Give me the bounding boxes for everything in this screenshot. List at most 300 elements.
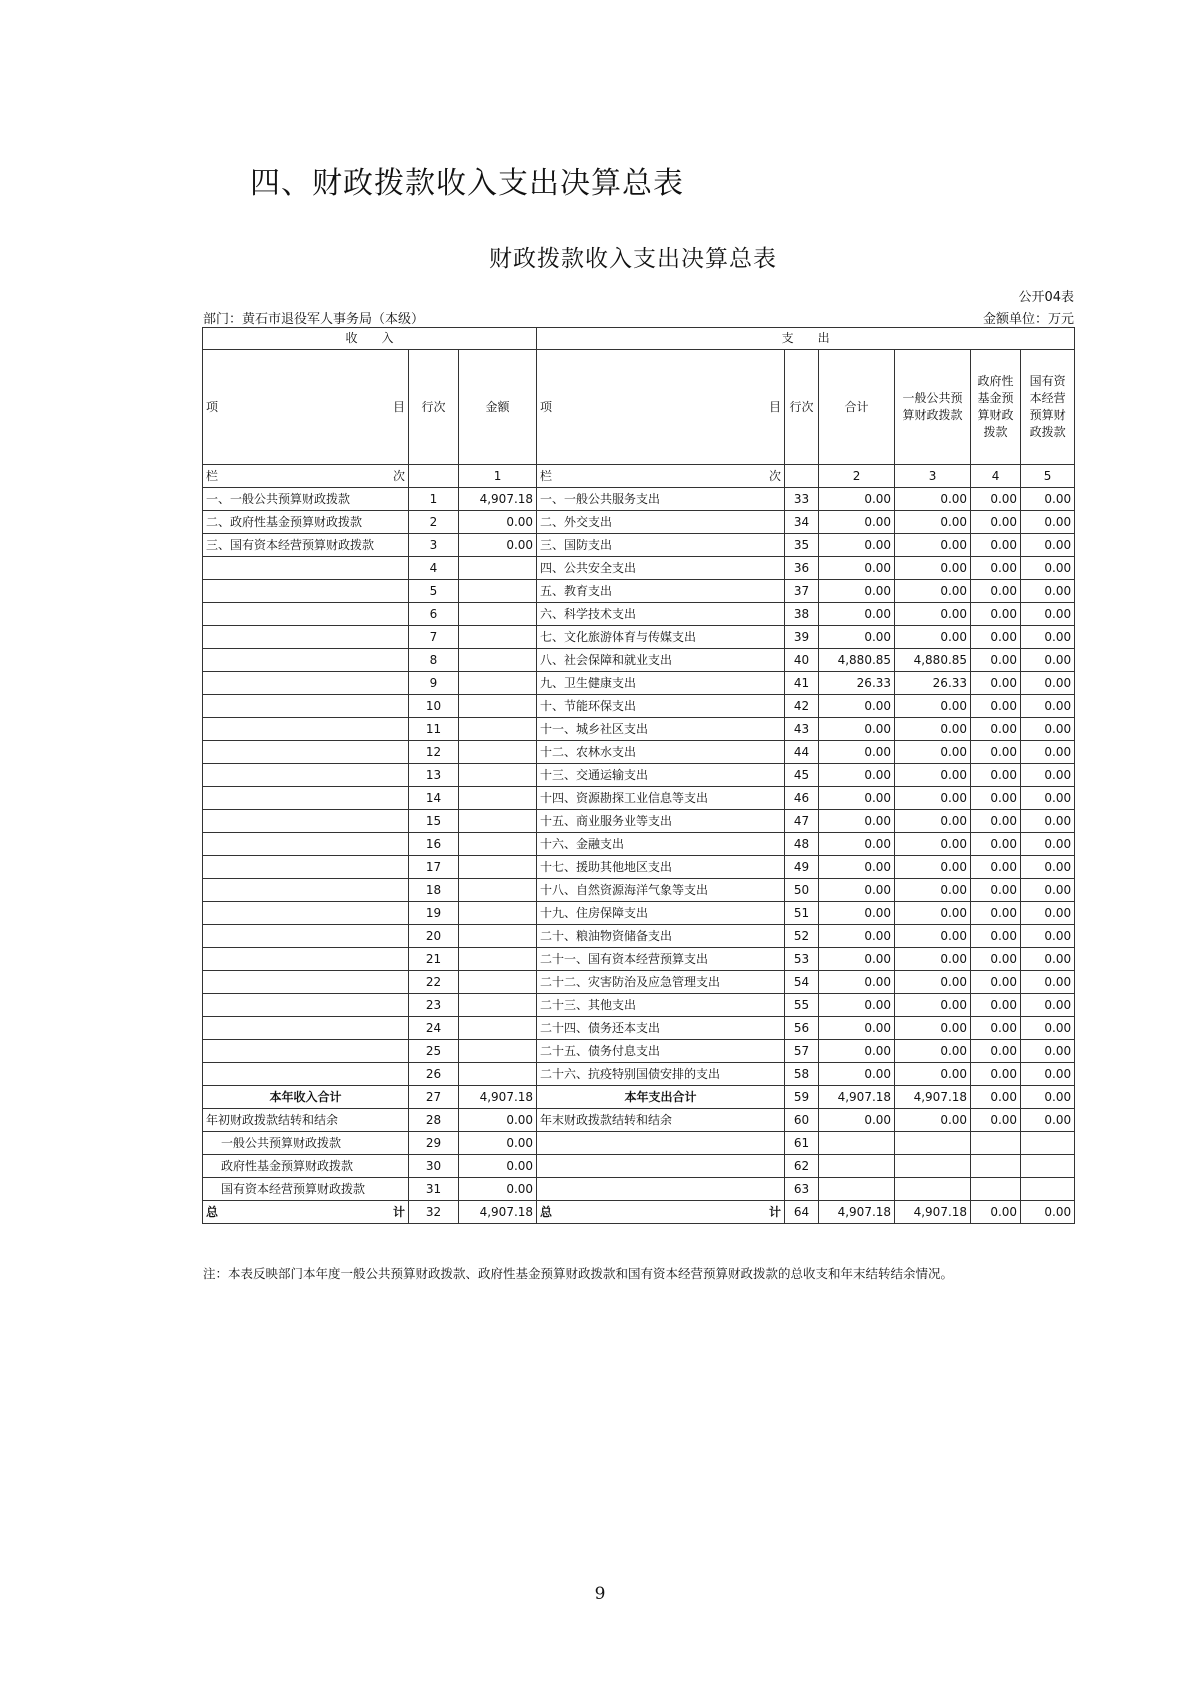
- amount-cell: 0.00: [971, 695, 1021, 718]
- line-number: 18: [409, 879, 459, 902]
- line-number: 2: [409, 511, 459, 534]
- expense-item: 四、公共安全支出: [537, 557, 785, 580]
- line-number: 6: [409, 603, 459, 626]
- table-row: [203, 810, 1075, 833]
- table-row: [203, 971, 1075, 994]
- column-label-cell: 栏 次: [203, 465, 409, 488]
- table-note: 注：本表反映部门本年度一般公共预算财政拨款、政府性基金预算财政拨款和国有资本经营预算财政拨款的总收支和年末结转结余情况。: [203, 1266, 954, 1281]
- empty-cell: [409, 465, 459, 488]
- expense-item: 二十一、国有资本经营预算支出: [537, 948, 785, 971]
- amount-cell: [459, 833, 537, 856]
- amount-cell: 0.00: [971, 718, 1021, 741]
- line-number: 60: [785, 1109, 819, 1132]
- sub-item-label: 国有资本经营预算财政拨款: [203, 1178, 409, 1201]
- line-number: 7: [409, 626, 459, 649]
- expense-item: 十三、交通运输支出: [537, 764, 785, 787]
- amount-cell: [459, 557, 537, 580]
- line-number: 26: [409, 1063, 459, 1086]
- amount-cell: [459, 741, 537, 764]
- amount-cell: 0.00: [459, 1155, 537, 1178]
- table-row: [203, 649, 1075, 672]
- amount-cell: 0.00: [895, 603, 971, 626]
- unit-label: 金额单位：万元: [982, 312, 1074, 327]
- line-number: 47: [785, 810, 819, 833]
- amount-cell: 0.00: [1021, 902, 1075, 925]
- line-number: 61: [785, 1132, 819, 1155]
- table-row: [203, 488, 1075, 511]
- amount-cell: 0.00: [895, 787, 971, 810]
- expense-item: 八、社会保障和就业支出: [537, 649, 785, 672]
- empty-cell: [971, 1132, 1021, 1155]
- empty-cell: [1021, 1155, 1075, 1178]
- line-number: 42: [785, 695, 819, 718]
- amount-cell: 0.00: [819, 810, 895, 833]
- expense-item: 二十五、债务付息支出: [537, 1040, 785, 1063]
- amount-cell: 0.00: [971, 1201, 1021, 1224]
- line-number: 20: [409, 925, 459, 948]
- amount-cell: 0.00: [1021, 557, 1075, 580]
- amount-cell: 0.00: [971, 741, 1021, 764]
- amount-cell: 0.00: [971, 580, 1021, 603]
- income-item: 二、政府性基金预算财政拨款: [203, 511, 409, 534]
- amount-cell: 0.00: [819, 1109, 895, 1132]
- line-number: 16: [409, 833, 459, 856]
- line-number: 10: [409, 695, 459, 718]
- empty-cell: [785, 465, 819, 488]
- section-header-row: [203, 328, 1075, 350]
- carryover-sub-row: [203, 1132, 1075, 1155]
- expense-item: 二十、粮油物资储备支出: [537, 925, 785, 948]
- amount-cell: 0.00: [895, 994, 971, 1017]
- end-carryover-label: 年末财政拨款结转和结余: [537, 1109, 785, 1132]
- amount-cell: [459, 672, 537, 695]
- amount-cell: 0.00: [971, 1063, 1021, 1086]
- amount-cell: 0.00: [895, 718, 971, 741]
- line-number: 30: [409, 1155, 459, 1178]
- begin-carryover-label: 年初财政拨款结转和结余: [203, 1109, 409, 1132]
- income-item: [203, 741, 409, 764]
- expense-item: 二十六、抗疫特别国债安排的支出: [537, 1063, 785, 1086]
- line-number: 49: [785, 856, 819, 879]
- income-amount-header: 金额: [459, 350, 537, 465]
- amount-cell: [459, 1063, 537, 1086]
- line-number: 37: [785, 580, 819, 603]
- income-item-header: 项 目: [203, 350, 409, 465]
- amount-cell: 0.00: [895, 741, 971, 764]
- expense-item: 五、教育支出: [537, 580, 785, 603]
- expense-item: 十四、资源勘探工业信息等支出: [537, 787, 785, 810]
- expense-item: 一、一般公共服务支出: [537, 488, 785, 511]
- amount-cell: 0.00: [895, 902, 971, 925]
- budget-table: [202, 327, 1075, 1224]
- amount-cell: 0.00: [895, 1040, 971, 1063]
- table-row: [203, 603, 1075, 626]
- line-number: 54: [785, 971, 819, 994]
- line-number: 57: [785, 1040, 819, 1063]
- expense-item: 二十四、债务还本支出: [537, 1017, 785, 1040]
- amount-cell: 0.00: [971, 1109, 1021, 1132]
- empty-cell: [971, 1155, 1021, 1178]
- income-item: [203, 833, 409, 856]
- amount-cell: 0.00: [971, 1017, 1021, 1040]
- expense-item: 十六、金融支出: [537, 833, 785, 856]
- line-number: 51: [785, 902, 819, 925]
- grand-total-row: [203, 1201, 1075, 1224]
- expense-item: 十二、农林水支出: [537, 741, 785, 764]
- amount-cell: 4,907.18: [459, 1201, 537, 1224]
- amount-cell: 0.00: [819, 626, 895, 649]
- carryover-sub-row: [203, 1178, 1075, 1201]
- line-number: 9: [409, 672, 459, 695]
- line-number: 48: [785, 833, 819, 856]
- amount-cell: 0.00: [1021, 994, 1075, 1017]
- line-number: 8: [409, 649, 459, 672]
- state-capital-header: 国有资本经营预算财政拨款: [1021, 350, 1075, 465]
- line-number: 13: [409, 764, 459, 787]
- amount-cell: 0.00: [1021, 580, 1075, 603]
- line-number: 29: [409, 1132, 459, 1155]
- amount-cell: 0.00: [819, 1040, 895, 1063]
- income-item: 一、一般公共预算财政拨款: [203, 488, 409, 511]
- amount-cell: 0.00: [459, 534, 537, 557]
- line-number: 32: [409, 1201, 459, 1224]
- page-heading: 四、财政拨款收入支出决算总表: [250, 166, 684, 201]
- expense-item: 十八、自然资源海洋气象等支出: [537, 879, 785, 902]
- amount-cell: 0.00: [971, 511, 1021, 534]
- amount-cell: 0.00: [971, 856, 1021, 879]
- amount-cell: 26.33: [819, 672, 895, 695]
- amount-cell: 0.00: [1021, 649, 1075, 672]
- line-number: 44: [785, 741, 819, 764]
- line-number: 43: [785, 718, 819, 741]
- line-number: 15: [409, 810, 459, 833]
- amount-cell: 0.00: [895, 488, 971, 511]
- table-row: [203, 580, 1075, 603]
- amount-cell: 0.00: [971, 603, 1021, 626]
- table-row: [203, 994, 1075, 1017]
- amount-cell: 0.00: [895, 833, 971, 856]
- amount-cell: 0.00: [895, 810, 971, 833]
- amount-cell: 0.00: [819, 1017, 895, 1040]
- carryover-sub-row: [203, 1155, 1075, 1178]
- income-item: 三、国有资本经营预算财政拨款: [203, 534, 409, 557]
- income-item: [203, 1017, 409, 1040]
- line-number: 3: [409, 534, 459, 557]
- income-item: [203, 557, 409, 580]
- table-row: [203, 741, 1075, 764]
- table-row: [203, 1040, 1075, 1063]
- line-number: 21: [409, 948, 459, 971]
- amount-cell: [459, 925, 537, 948]
- empty-cell: [537, 1132, 785, 1155]
- amount-cell: 4,907.18: [459, 1086, 537, 1109]
- line-number: 25: [409, 1040, 459, 1063]
- amount-cell: 0.00: [895, 534, 971, 557]
- line-number: 52: [785, 925, 819, 948]
- income-item: [203, 672, 409, 695]
- amount-cell: [459, 948, 537, 971]
- empty-cell: [819, 1155, 895, 1178]
- line-number: 17: [409, 856, 459, 879]
- amount-cell: 0.00: [819, 787, 895, 810]
- line-number: 62: [785, 1155, 819, 1178]
- line-number: 58: [785, 1063, 819, 1086]
- amount-cell: 4,907.18: [819, 1086, 895, 1109]
- amount-cell: 0.00: [819, 511, 895, 534]
- line-number: 53: [785, 948, 819, 971]
- income-item: [203, 994, 409, 1017]
- sub-item-label: 一般公共预算财政拨款: [203, 1132, 409, 1155]
- expense-item: 十、节能环保支出: [537, 695, 785, 718]
- income-item: [203, 626, 409, 649]
- amount-cell: 0.00: [895, 580, 971, 603]
- table-row: [203, 902, 1075, 925]
- amount-cell: 0.00: [895, 879, 971, 902]
- amount-cell: [459, 603, 537, 626]
- line-number: 46: [785, 787, 819, 810]
- amount-cell: 0.00: [1021, 1109, 1075, 1132]
- amount-cell: 0.00: [971, 879, 1021, 902]
- line-number: 31: [409, 1178, 459, 1201]
- income-item: [203, 1063, 409, 1086]
- amount-cell: 0.00: [971, 925, 1021, 948]
- amount-cell: [459, 994, 537, 1017]
- amount-cell: 0.00: [1021, 971, 1075, 994]
- income-item: [203, 580, 409, 603]
- amount-cell: 0.00: [895, 764, 971, 787]
- amount-cell: 0.00: [819, 879, 895, 902]
- column-number-row: [203, 465, 1075, 488]
- empty-cell: [819, 1178, 895, 1201]
- amount-cell: 0.00: [1021, 787, 1075, 810]
- amount-cell: 0.00: [895, 1063, 971, 1086]
- amount-cell: 0.00: [459, 1109, 537, 1132]
- amount-cell: 0.00: [895, 856, 971, 879]
- expense-item: 二十二、灾害防治及应急管理支出: [537, 971, 785, 994]
- amount-cell: 0.00: [819, 833, 895, 856]
- line-number: 19: [409, 902, 459, 925]
- amount-cell: 0.00: [971, 534, 1021, 557]
- expense-item: 二十三、其他支出: [537, 994, 785, 1017]
- line-number: 28: [409, 1109, 459, 1132]
- amount-cell: 0.00: [819, 902, 895, 925]
- income-item: [203, 879, 409, 902]
- line-number: 1: [409, 488, 459, 511]
- amount-cell: 0.00: [971, 672, 1021, 695]
- amount-cell: 0.00: [1021, 1063, 1075, 1086]
- income-item: [203, 718, 409, 741]
- line-number: 11: [409, 718, 459, 741]
- amount-cell: 0.00: [459, 1178, 537, 1201]
- line-number: 55: [785, 994, 819, 1017]
- line-number: 35: [785, 534, 819, 557]
- amount-cell: 0.00: [1021, 741, 1075, 764]
- amount-cell: 0.00: [819, 695, 895, 718]
- line-number: 40: [785, 649, 819, 672]
- amount-cell: 4,907.18: [819, 1201, 895, 1224]
- empty-cell: [537, 1178, 785, 1201]
- amount-cell: 0.00: [1021, 833, 1075, 856]
- amount-cell: 0.00: [1021, 695, 1075, 718]
- amount-cell: 0.00: [971, 1040, 1021, 1063]
- column-number: 3: [895, 465, 971, 488]
- table-row: [203, 557, 1075, 580]
- line-number: 22: [409, 971, 459, 994]
- amount-cell: [459, 902, 537, 925]
- column-header-row: [203, 350, 1075, 465]
- year-total-row: [203, 1086, 1075, 1109]
- table-row: [203, 1063, 1075, 1086]
- amount-cell: 0.00: [1021, 948, 1075, 971]
- income-section-header: 收 入: [203, 328, 537, 350]
- column-number: 2: [819, 465, 895, 488]
- line-number: 14: [409, 787, 459, 810]
- expense-item: 七、文化旅游体育与传媒支出: [537, 626, 785, 649]
- line-number: 36: [785, 557, 819, 580]
- amount-cell: 26.33: [895, 672, 971, 695]
- amount-cell: [459, 695, 537, 718]
- table-row: [203, 511, 1075, 534]
- amount-cell: 0.00: [971, 787, 1021, 810]
- table-row: [203, 534, 1075, 557]
- amount-cell: [459, 1040, 537, 1063]
- line-number: 50: [785, 879, 819, 902]
- income-line-header: 行次: [409, 350, 459, 465]
- line-number: 56: [785, 1017, 819, 1040]
- table-row: [203, 879, 1075, 902]
- line-number: 59: [785, 1086, 819, 1109]
- amount-cell: [459, 626, 537, 649]
- amount-cell: 0.00: [895, 1109, 971, 1132]
- table-code: 公开04表: [1018, 290, 1074, 305]
- amount-cell: [459, 787, 537, 810]
- line-number: 39: [785, 626, 819, 649]
- page-number: 9: [594, 1584, 606, 1604]
- amount-cell: 0.00: [819, 488, 895, 511]
- line-number: 24: [409, 1017, 459, 1040]
- amount-cell: 0.00: [819, 580, 895, 603]
- amount-cell: 4,907.18: [895, 1086, 971, 1109]
- amount-cell: 0.00: [819, 948, 895, 971]
- expense-section-header: 支 出: [537, 328, 1075, 350]
- amount-cell: 4,907.18: [895, 1201, 971, 1224]
- total-header: 合计: [819, 350, 895, 465]
- expense-item: 十九、住房保障支出: [537, 902, 785, 925]
- grand-total-label: 总 计: [203, 1201, 409, 1224]
- amount-cell: 0.00: [1021, 1040, 1075, 1063]
- table-row: [203, 787, 1075, 810]
- expense-item-header: 项 目: [537, 350, 785, 465]
- amount-cell: 0.00: [819, 764, 895, 787]
- amount-cell: 0.00: [1021, 1017, 1075, 1040]
- amount-cell: 0.00: [819, 971, 895, 994]
- amount-cell: 0.00: [971, 994, 1021, 1017]
- table-row: [203, 626, 1075, 649]
- income-item: [203, 971, 409, 994]
- line-number: 23: [409, 994, 459, 1017]
- column-number: 4: [971, 465, 1021, 488]
- amount-cell: 4,880.85: [819, 649, 895, 672]
- expense-line-header: 行次: [785, 350, 819, 465]
- expense-item: 十五、商业服务业等支出: [537, 810, 785, 833]
- amount-cell: 0.00: [1021, 718, 1075, 741]
- amount-cell: 0.00: [895, 948, 971, 971]
- grand-total-expense-label: 总 计: [537, 1201, 785, 1224]
- amount-cell: 4,907.18: [459, 488, 537, 511]
- line-number: 27: [409, 1086, 459, 1109]
- amount-cell: [459, 879, 537, 902]
- expense-item: 十七、援助其他地区支出: [537, 856, 785, 879]
- amount-cell: 0.00: [971, 557, 1021, 580]
- income-item: [203, 764, 409, 787]
- table-row: [203, 925, 1075, 948]
- amount-cell: 0.00: [819, 741, 895, 764]
- amount-cell: 4,880.85: [895, 649, 971, 672]
- income-item: [203, 856, 409, 879]
- empty-cell: [895, 1132, 971, 1155]
- amount-cell: [459, 764, 537, 787]
- table-row: [203, 695, 1075, 718]
- income-item: [203, 787, 409, 810]
- column-number: 1: [459, 465, 537, 488]
- amount-cell: 0.00: [819, 718, 895, 741]
- expense-item: 六、科学技术支出: [537, 603, 785, 626]
- amount-cell: 0.00: [971, 971, 1021, 994]
- amount-cell: 0.00: [1021, 626, 1075, 649]
- expense-item: 九、卫生健康支出: [537, 672, 785, 695]
- table-row: [203, 833, 1075, 856]
- income-item: [203, 925, 409, 948]
- amount-cell: 0.00: [1021, 672, 1075, 695]
- amount-cell: 0.00: [895, 557, 971, 580]
- line-number: 34: [785, 511, 819, 534]
- amount-cell: 0.00: [819, 856, 895, 879]
- amount-cell: 0.00: [459, 511, 537, 534]
- year-expense-label: 本年支出合计: [537, 1086, 785, 1109]
- line-number: 12: [409, 741, 459, 764]
- amount-cell: 0.00: [1021, 511, 1075, 534]
- amount-cell: 0.00: [971, 649, 1021, 672]
- amount-cell: 0.00: [1021, 1086, 1075, 1109]
- line-number: 33: [785, 488, 819, 511]
- empty-cell: [971, 1178, 1021, 1201]
- amount-cell: 0.00: [1021, 603, 1075, 626]
- amount-cell: 0.00: [895, 1017, 971, 1040]
- amount-cell: [459, 810, 537, 833]
- amount-cell: [459, 856, 537, 879]
- expense-item: 三、国防支出: [537, 534, 785, 557]
- amount-cell: [459, 1017, 537, 1040]
- amount-cell: 0.00: [1021, 925, 1075, 948]
- expense-item: 十一、城乡社区支出: [537, 718, 785, 741]
- income-item: [203, 603, 409, 626]
- amount-cell: 0.00: [971, 948, 1021, 971]
- amount-cell: 0.00: [895, 925, 971, 948]
- amount-cell: 0.00: [971, 902, 1021, 925]
- sub-item-label: 政府性基金预算财政拨款: [203, 1155, 409, 1178]
- amount-cell: 0.00: [1021, 1201, 1075, 1224]
- income-item: [203, 902, 409, 925]
- amount-cell: 0.00: [1021, 534, 1075, 557]
- amount-cell: [459, 971, 537, 994]
- expense-item: 二、外交支出: [537, 511, 785, 534]
- table-row: [203, 672, 1075, 695]
- column-label-cell: 栏 次: [537, 465, 785, 488]
- empty-cell: [895, 1178, 971, 1201]
- amount-cell: 0.00: [971, 488, 1021, 511]
- table-row: [203, 856, 1075, 879]
- amount-cell: [459, 580, 537, 603]
